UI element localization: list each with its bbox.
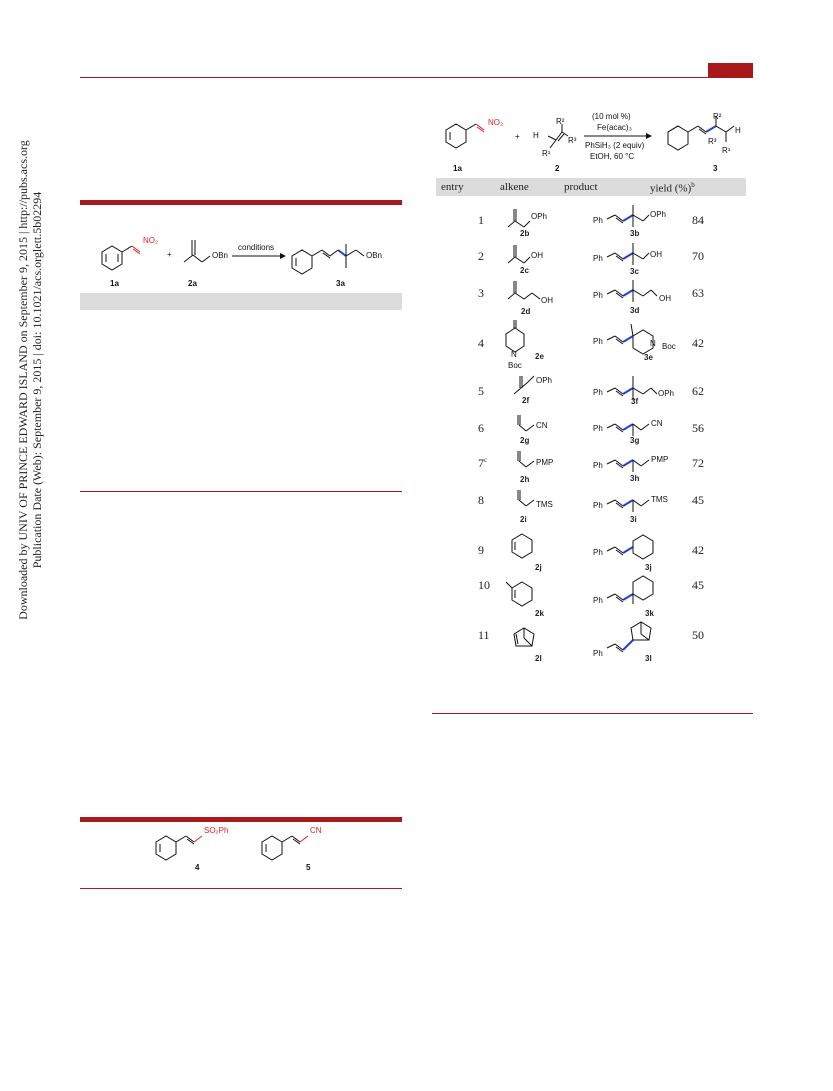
- compound-4-group: SO₂Ph: [204, 826, 229, 835]
- product-structure: [607, 243, 687, 273]
- product-structure: [607, 570, 687, 610]
- alkene-label: 2j: [535, 563, 542, 572]
- header-product: product: [564, 181, 598, 193]
- product-ph: Ph: [593, 461, 603, 470]
- product-label: 3b: [630, 229, 640, 238]
- entry-footnote: c: [484, 456, 488, 464]
- compound-5-group: CN: [310, 826, 322, 835]
- product-ph: Ph: [593, 649, 603, 658]
- product-ph: Ph: [593, 388, 603, 397]
- alkene-label: 2i: [520, 515, 527, 524]
- alkene-group: Boc: [508, 361, 522, 370]
- yield-value: 63: [692, 286, 704, 300]
- alkene-group: CN: [536, 421, 548, 430]
- bottom-figure-drawing: [80, 820, 402, 870]
- yield-value: 42: [692, 336, 704, 350]
- right-alkene-r2: R²: [556, 117, 565, 126]
- right-label-2: 2: [555, 164, 560, 173]
- yield-value: 45: [692, 493, 704, 507]
- watermark-line-2: Publication Date (Web): September 9, 2015 | doi: 10.1021/acs.orglett.5b02294: [30, 191, 44, 569]
- condition-catalyst: Fe(acac)₃: [597, 123, 632, 132]
- left-product-obn: OBn: [366, 251, 383, 260]
- product-structure: [607, 412, 687, 442]
- product-label: 3i: [630, 515, 637, 524]
- alkene-group: PMP: [536, 458, 554, 467]
- condition-solvent: EtOH, 60 °C: [590, 152, 635, 161]
- right-product-r2: R²: [713, 112, 722, 121]
- top-rule: [80, 77, 753, 78]
- yield-value: 50: [692, 628, 704, 642]
- watermark-line-1: Downloaded by UNIV OF PRINCE EDWARD ISLAND on September 9, 2015 | http://pubs.acs.org: [16, 140, 30, 620]
- yield-value: 72: [692, 456, 704, 470]
- product-group: PMP: [651, 455, 669, 464]
- yield-value: 42: [692, 543, 704, 557]
- product-label: 3c: [630, 267, 639, 276]
- product-structure: [607, 205, 687, 235]
- left-label-1a: 1a: [110, 279, 119, 288]
- right-plus-sign: +: [515, 132, 520, 141]
- left-label-2a: 2a: [188, 279, 197, 288]
- product-group: OH: [659, 294, 671, 303]
- alkene-label: 2l: [535, 654, 542, 663]
- entry-number: 4: [478, 336, 484, 350]
- right-nitro-group: NO₂: [488, 118, 504, 127]
- right-product-r3: R³: [708, 137, 717, 146]
- right-product-h: H: [735, 126, 741, 135]
- alkene-n: N: [511, 350, 517, 359]
- right-label-1a: 1a: [453, 164, 462, 173]
- left-arrow-label: conditions: [238, 243, 275, 252]
- product-ph: Ph: [593, 548, 603, 557]
- product-ph: Ph: [593, 424, 603, 433]
- yield-value: 84: [692, 213, 704, 227]
- condition-loading: (10 mol %): [592, 112, 631, 121]
- product-label: 3h: [630, 474, 640, 483]
- right-product-r1: R¹: [722, 146, 731, 155]
- alkene-label: 2f: [522, 396, 530, 405]
- product-label: 3e: [644, 353, 653, 362]
- alkene-label: 2e: [535, 352, 544, 361]
- product-group: OPh: [650, 210, 667, 219]
- compound-5-label: 5: [306, 863, 311, 872]
- yield-value: 45: [692, 578, 704, 592]
- compound-4-label: 4: [195, 863, 200, 872]
- entry-number: 8: [478, 493, 484, 507]
- yield-value: 70: [692, 249, 704, 263]
- entry-number: 11: [478, 628, 490, 642]
- alkene-group: OPh: [531, 212, 548, 221]
- entry-number: 2: [478, 249, 484, 263]
- alkene-structure: [500, 574, 560, 614]
- alkene-structure: [500, 241, 560, 271]
- alkene-group: OH: [531, 251, 543, 260]
- header-entry: entry: [441, 181, 464, 193]
- product-group: OH: [650, 250, 662, 259]
- alkene-label: 2g: [520, 436, 530, 445]
- product-structure: [607, 618, 687, 658]
- product-structure: [607, 527, 687, 567]
- product-ph: Ph: [593, 596, 603, 605]
- entry-number: 5: [478, 384, 484, 398]
- left-nitro-group: NO₂: [143, 236, 159, 245]
- download-watermark: [16, 0, 44, 760]
- figure-bottom-rule: [80, 888, 402, 889]
- product-ph: Ph: [593, 291, 603, 300]
- product-label: 3k: [645, 609, 654, 618]
- product-ph: Ph: [593, 337, 603, 346]
- alkene-group: OH: [541, 296, 553, 305]
- header-yield: [650, 181, 695, 195]
- left-label-3a: 3a: [336, 279, 345, 288]
- page-number-tab: [708, 63, 753, 78]
- left-table-header-bar: [80, 293, 402, 310]
- product-group: Boc: [662, 342, 676, 351]
- table-bottom-rule: [432, 713, 753, 714]
- alkene-label: 2d: [521, 307, 531, 316]
- yield-value: 62: [692, 384, 704, 398]
- condition-silane: PhSiH₃ (2 equiv): [585, 141, 645, 150]
- product-ph: Ph: [593, 216, 603, 225]
- right-alkene-r1: R¹: [542, 149, 551, 158]
- entry-number: 6: [478, 421, 484, 435]
- scheme-top-bar: [80, 200, 402, 205]
- entry-number: 1: [478, 213, 484, 227]
- right-alkene-r3: R³: [568, 136, 577, 145]
- product-n: N: [650, 339, 656, 348]
- product-structure: [607, 448, 687, 478]
- alkene-label: 2b: [520, 229, 530, 238]
- product-structure: [607, 488, 687, 518]
- alkene-label: 2k: [535, 609, 544, 618]
- product-ph: Ph: [593, 501, 603, 510]
- entry-number: 3: [478, 286, 484, 300]
- entry-number: 9: [478, 543, 484, 557]
- header-yield-footnote: b: [691, 181, 695, 189]
- product-group: TMS: [651, 495, 668, 504]
- alkene-label: 2c: [520, 266, 529, 275]
- product-label: 3f: [631, 397, 639, 406]
- left-reagent-obn: OBn: [212, 251, 229, 260]
- alkene-group: OPh: [536, 376, 553, 385]
- left-rule-mid: [80, 491, 402, 492]
- entry-number: 10: [478, 578, 490, 592]
- alkene-structure: [500, 205, 560, 235]
- entry-number: [478, 456, 494, 471]
- product-structure: [607, 280, 687, 310]
- left-plus-sign: +: [167, 250, 172, 259]
- yield-value: 56: [692, 421, 704, 435]
- left-scheme-drawing: [80, 230, 402, 290]
- product-label: 3g: [630, 436, 640, 445]
- entry-number-text: 7: [478, 456, 484, 470]
- product-group: CN: [651, 419, 663, 428]
- alkene-structure: [500, 530, 560, 570]
- header-alkene: alkene: [500, 181, 529, 193]
- right-label-3: 3: [713, 164, 718, 173]
- alkene-structure: [500, 411, 560, 441]
- product-label: 3j: [645, 563, 652, 572]
- product-structure: [607, 318, 687, 358]
- header-yield-text: yield (%): [650, 182, 692, 195]
- product-ph: Ph: [593, 254, 603, 263]
- product-group: OPh: [658, 389, 675, 398]
- product-structure: [607, 374, 687, 404]
- alkene-structure: [500, 620, 560, 660]
- alkene-group: TMS: [536, 500, 553, 509]
- product-label: 3d: [630, 306, 640, 315]
- alkene-label: 2h: [520, 475, 530, 484]
- product-label: 3l: [645, 654, 652, 663]
- right-alkene-h: H: [533, 131, 539, 140]
